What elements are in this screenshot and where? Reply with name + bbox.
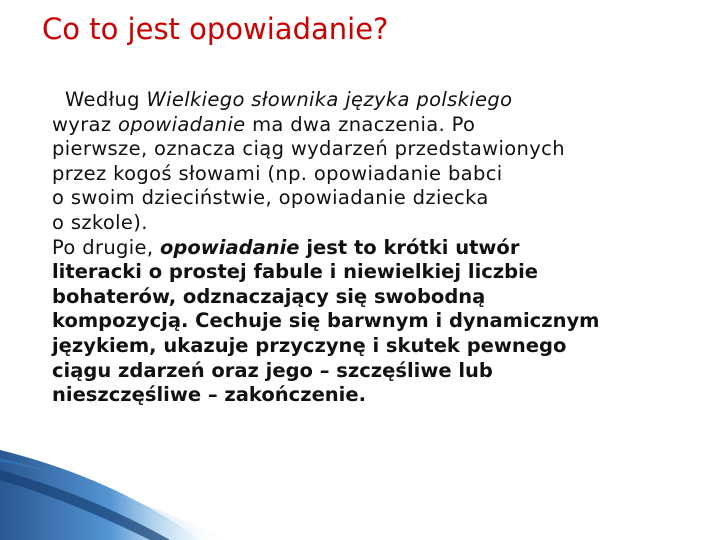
body-line-bold: nieszczęśliwe – zakończenie.: [52, 383, 366, 407]
body-line-bold: kompozycją. Cechuje się barwnym i dynamicznym: [52, 309, 600, 333]
corner-wave-decoration: [0, 450, 720, 540]
body-line-bold: literacki o prostej fabule i niewielkiej liczbie: [52, 260, 539, 284]
term-italic: opowiadanie: [118, 112, 246, 136]
text-run: Po drugie,: [52, 235, 160, 259]
body-line: o swoim dzieciństwie, opowiadanie dziecka: [52, 186, 489, 210]
slide-body: [52, 88, 702, 408]
text-run: Według: [65, 88, 147, 111]
body-line-bold: bohaterów, odznaczający się swobodną: [52, 284, 486, 308]
dictionary-title: Wielkiego słownika języka polskiego: [146, 88, 513, 111]
body-line: [52, 236, 702, 261]
body-line: przez kogoś słowami (np. opowiadanie babci: [52, 161, 503, 185]
body-line: [52, 88, 702, 113]
text-run: wyraz: [52, 112, 118, 136]
text-run-bold: jest to krótki utwór: [299, 235, 520, 259]
slide-title: Co to jest opowiadanie?: [42, 12, 389, 46]
text-run: ma dwa znaczenia. Po: [245, 112, 476, 136]
body-line-bold: ciągu zdarzeń oraz jego – szczęśliwe lub: [52, 358, 493, 382]
body-line-bold: językiem, ukazuje przyczynę i skutek pewnego: [52, 333, 567, 357]
body-line: [52, 113, 702, 138]
term-bold-italic: opowiadanie: [160, 235, 300, 259]
body-line: o szkole).: [52, 210, 148, 234]
body-line: pierwsze, oznacza ciąg wydarzeń przedstawionych: [52, 137, 565, 161]
